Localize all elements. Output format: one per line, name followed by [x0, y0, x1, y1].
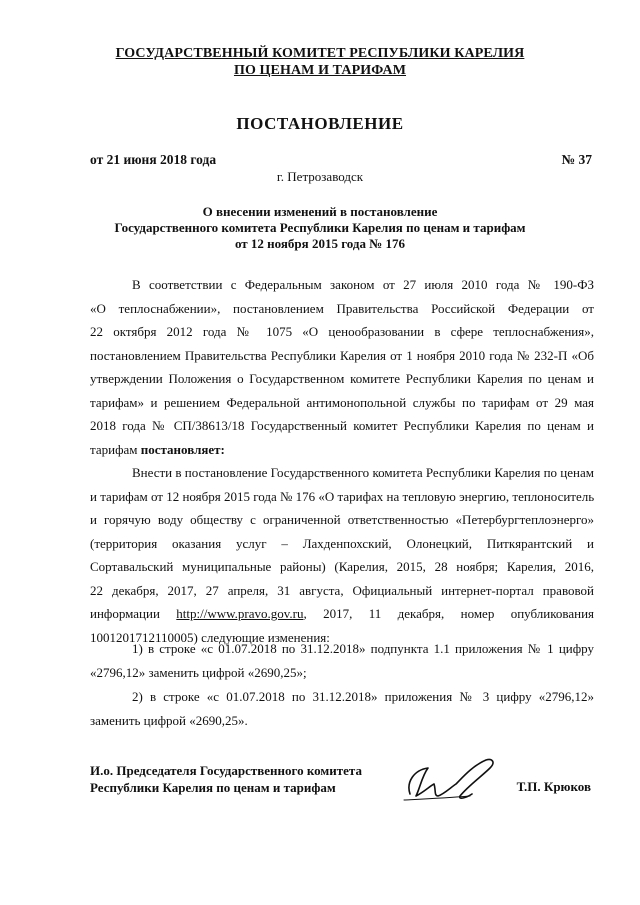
subject-line1: О внесении изменений в постановление: [202, 204, 438, 219]
item1-line2: «2796,12» заменить цифрой «2690,25»;: [90, 664, 307, 680]
signer-name: Т.П. Крюков: [516, 779, 591, 794]
signatory-position-line1: И.о. Председателя Государственного комитета: [90, 763, 362, 778]
subject-line3: от 12 ноября 2015 года № 176: [234, 236, 406, 251]
subject-line2: Государственного комитета Республики Карелия по ценам и тарифам: [114, 220, 526, 235]
main-line: 22 декабря, 2017, 27 апреля, 31 августа, Официальный интернет-портал правовой: [90, 582, 594, 598]
handwritten-signature: [400, 752, 504, 806]
preamble-last-text: тарифам: [90, 441, 138, 457]
amendment-item-1: [90, 637, 594, 684]
signatory-position: [90, 762, 362, 796]
main-line: Сортавальский муниципальные районы) (Карелия, 2015, 28 ноября; Карелия, 2016,: [90, 559, 594, 574]
preamble-last-line: [90, 438, 594, 462]
main-line: и горячую воду обществу с ограниченной ответственностью «Петербургтеплоэнерго»: [90, 512, 594, 527]
main-line: (территория оказания услуг – Лахденпохский, Олонецкий, Питкярантский и: [90, 535, 594, 551]
preamble-line: постановлением Правительства Республики Карелия от 1 ноября 2010 года № 232-П «Об: [90, 347, 594, 363]
signatory-position-line2: Республики Карелия по ценам и тарифам: [90, 780, 336, 795]
agency-name-line1: ГОСУДАРСТВЕННЫЙ КОМИТЕТ РЕСПУБЛИКИ КАРЕЛИЯ: [115, 46, 525, 61]
item2-line1: 2) в строке «с 01.07.2018 по 31.12.2018» приложения № 3 цифру «2796,12»: [132, 689, 594, 704]
preamble-line: 2018 года № СП/38613/18 Государственный комитет Республики Карелия по ценам и: [90, 418, 594, 433]
main-line: Внести в постановление Государственного комитета Республики Карелия по ценам: [132, 465, 594, 480]
pravo-link[interactable]: http://www.pravo.gov.ru: [176, 606, 304, 621]
preamble-line: тарифам» и решением Федеральной антимонопольной службы по тарифам от 29 мая: [90, 394, 594, 410]
document-date: от 21 июня 2018 года: [90, 152, 217, 167]
document-city: г. Петрозаводск: [276, 169, 364, 184]
amendment-item-2: [90, 685, 594, 732]
main-line: 1001201712110005) следующие изменения:: [90, 629, 330, 645]
preamble-line: «О теплоснабжении», постановлением Правительства Российской Федерации от: [90, 300, 594, 316]
preamble-line: утверждении Положения о Государственном комитете Республики Карелия по ценам и: [90, 371, 594, 386]
item1-line1: 1) в строке «с 01.07.2018 по 31.12.2018» подпункта 1.1 приложения № 1 цифру: [132, 641, 594, 656]
preamble-line: 22 октября 2012 года № 1075 «О ценообразовании в сфере теплоснабжения»,: [90, 324, 594, 339]
preamble-paragraph: [90, 273, 594, 461]
resolves-keyword: постановляет:: [140, 441, 225, 457]
main-line: и тарифам от 12 ноября 2015 года № 176 «О тарифах на тепловую энергию, теплоноситель: [90, 488, 594, 504]
document-type: ПОСТАНОВЛЕНИЕ: [236, 114, 404, 133]
document-number: № 37: [561, 152, 592, 167]
preamble-line: В соответствии с Федеральным законом от 27 июля 2010 года № 190-ФЗ: [132, 277, 594, 292]
main-line7-suffix: , 2017, 11 декабря, номер опубликования: [303, 606, 594, 621]
main-line-with-link: [90, 602, 594, 626]
item2-line2: заменить цифрой «2690,25».: [90, 712, 248, 728]
main-line7-prefix: информации: [90, 606, 160, 621]
agency-name-line2: ПО ЦЕНАМ И ТАРИФАМ: [233, 63, 407, 78]
main-paragraph: [90, 461, 594, 649]
